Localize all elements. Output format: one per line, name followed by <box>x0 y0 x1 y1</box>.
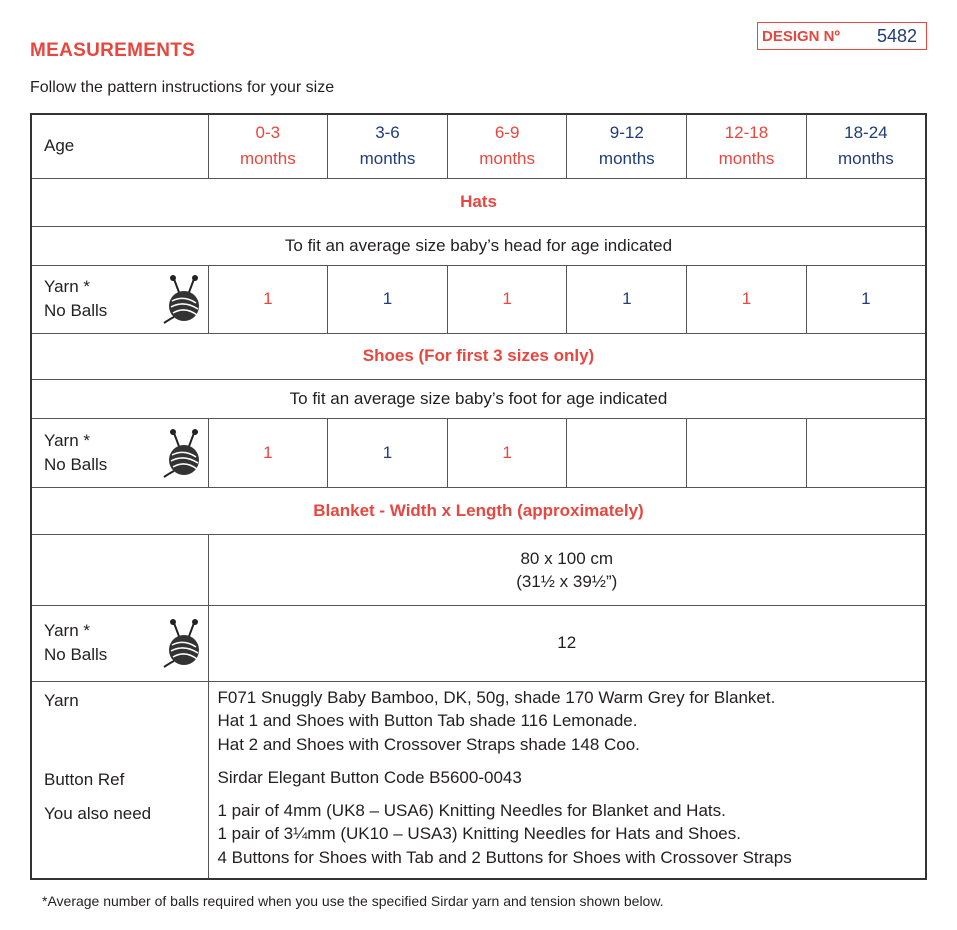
details-row <box>31 681 926 879</box>
ball-count <box>806 418 926 487</box>
ball-count: 1 <box>208 265 328 333</box>
ball-count: 1 <box>447 265 567 333</box>
ball-count: 1 <box>328 418 448 487</box>
yarn-balls-label: Yarn * No Balls <box>31 605 208 681</box>
size-header: 18-24 months <box>806 114 926 178</box>
shoes-heading: Shoes (For first 3 sizes only) <box>31 333 926 379</box>
hats-yarn-row <box>31 265 926 333</box>
size-header: 6-9 months <box>447 114 567 178</box>
blanket-ball-count: 12 <box>208 605 926 681</box>
shoes-fit-note: To fit an average size baby’s foot for age indicated <box>31 379 926 418</box>
empty-cell <box>31 534 208 605</box>
shoes-yarn-row <box>31 418 926 487</box>
footnote: *Average number of balls required when you use the specified Sirdar yarn and tension shown below. <box>42 893 664 909</box>
need-line: 1 pair of 4mm (UK8 – USA6) Knitting Needles for Blanket and Hats. <box>217 800 726 820</box>
ball-count: 1 <box>806 265 926 333</box>
instructions-text: Follow the pattern instructions for your size <box>30 79 335 96</box>
button-ref-label: Button Ref <box>44 769 125 789</box>
yarn-line: F071 Snuggly Baby Bamboo, DK, 50g, shade 170 Warm Grey for Blanket. <box>217 687 776 707</box>
yarn-ball-icon <box>160 273 202 325</box>
yarn-label: Yarn <box>44 690 79 710</box>
yarn-line: Hat 2 and Shoes with Crossover Straps shade 148 Coo. <box>217 734 640 754</box>
ball-count <box>567 418 687 487</box>
yarn-line: Hat 1 and Shoes with Button Tab shade 116 Lemonade. <box>217 711 638 730</box>
ball-count: 1 <box>447 418 567 487</box>
yarn-balls-label: Yarn * No Balls <box>31 418 208 487</box>
you-also-need-label: You also need <box>44 803 152 823</box>
blanket-yarn-row <box>31 605 926 681</box>
measurements-table <box>30 113 927 880</box>
yarn-balls-label: Yarn * No Balls <box>31 265 208 333</box>
blanket-heading: Blanket - Width x Length (approximately) <box>31 487 926 534</box>
ball-count: 1 <box>687 265 807 333</box>
age-label: Age <box>31 114 208 178</box>
details-labels <box>31 681 208 879</box>
page-title: MEASUREMENTS <box>30 40 196 61</box>
button-ref-value: Sirdar Elegant Button Code B5600-0043 <box>217 767 522 787</box>
size-header: 12-18 months <box>687 114 807 178</box>
design-number: 5482 <box>876 25 917 46</box>
blanket-size-row <box>31 534 926 605</box>
blanket-size: 80 x 100 cm (31½ x 39½”) <box>208 534 926 605</box>
need-line: 1 pair of 3¼mm (UK10 – USA3) Knitting Needles for Hats and Shoes. <box>217 824 741 843</box>
size-header: 9-12 months <box>567 114 687 178</box>
hats-fit-note: To fit an average size baby’s head for age indicated <box>31 226 926 265</box>
size-header: 3-6 months <box>328 114 448 178</box>
yarn-ball-icon <box>160 427 202 479</box>
hats-heading: Hats <box>31 178 926 226</box>
need-line: 4 Buttons for Shoes with Tab and 2 Buttons for Shoes with Crossover Straps <box>217 847 792 867</box>
details-values <box>208 681 926 879</box>
size-header: 0-3 months <box>208 114 328 178</box>
ball-count: 1 <box>208 418 328 487</box>
age-row <box>31 114 926 178</box>
ball-count <box>687 418 807 487</box>
yarn-ball-icon <box>160 617 202 669</box>
ball-count: 1 <box>328 265 448 333</box>
ball-count: 1 <box>567 265 687 333</box>
design-label: DESIGN Nº <box>762 27 840 45</box>
design-number-box <box>757 22 927 50</box>
